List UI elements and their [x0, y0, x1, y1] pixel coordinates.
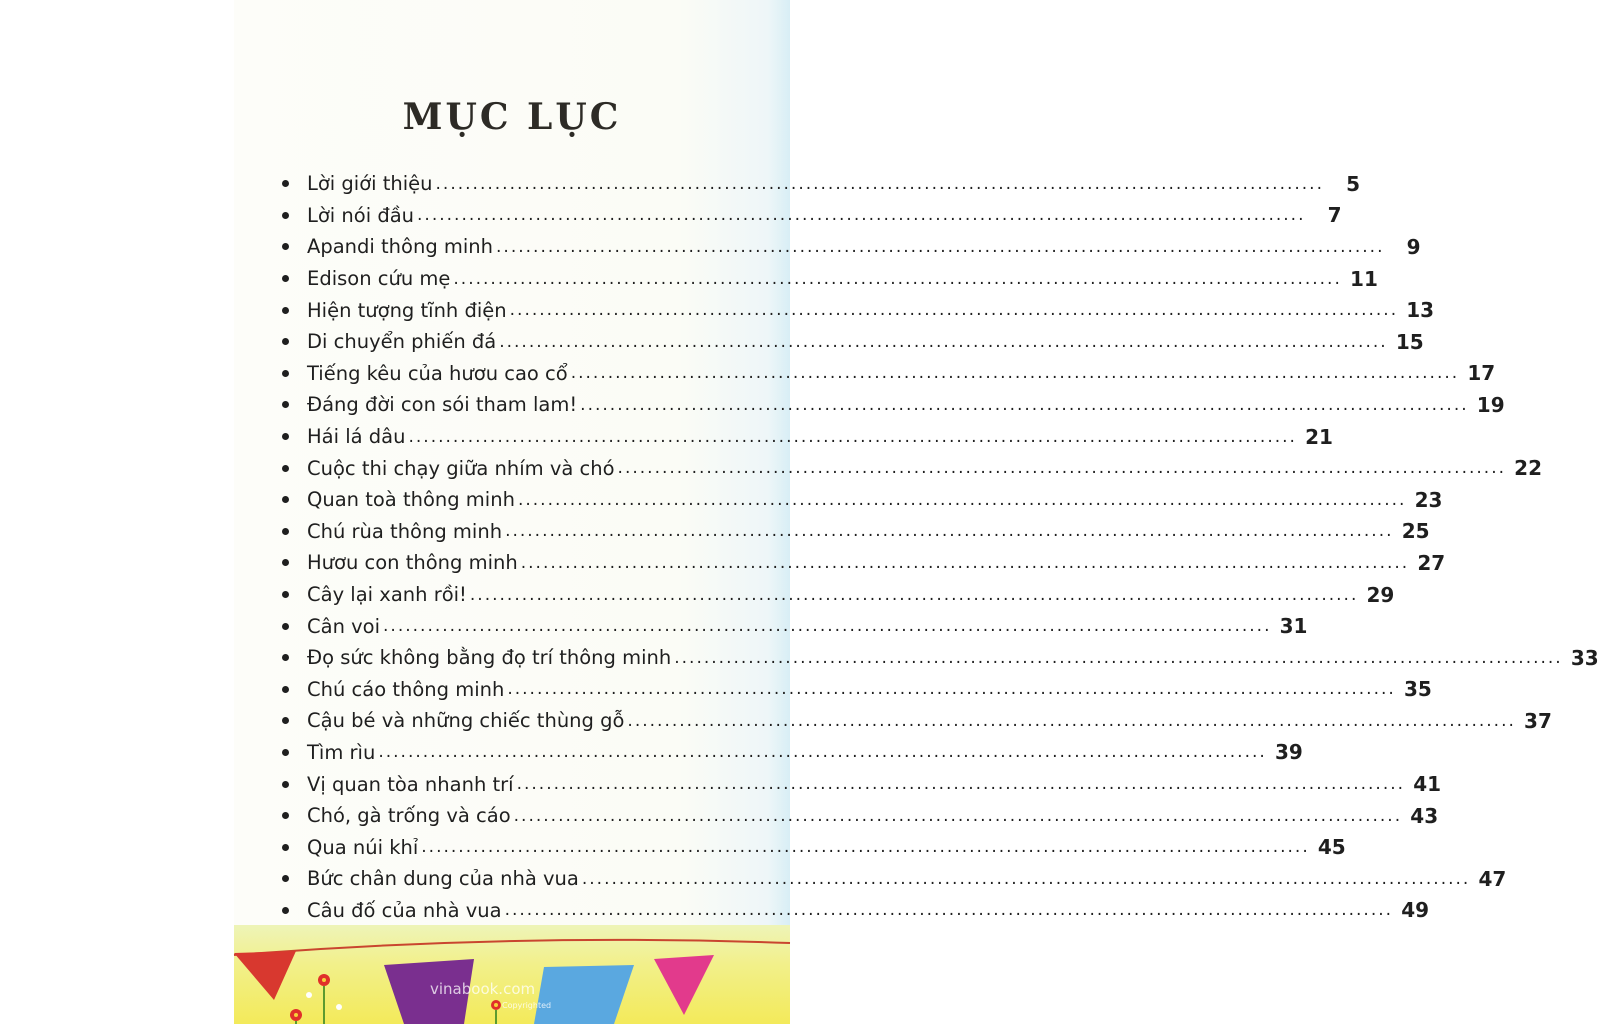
toc-entry	[282, 421, 1333, 453]
bullet-icon	[282, 465, 289, 472]
bullet-icon	[282, 844, 289, 851]
toc-entry-page: 17	[1467, 361, 1496, 386]
bullet-icon	[282, 749, 289, 756]
dot-leader: ........................................................................................................................	[421, 837, 1310, 858]
toc-entry	[282, 642, 1599, 674]
toc-entry-title: Apandi thông minh	[307, 235, 494, 259]
toc-entry-page: 5	[1346, 171, 1360, 196]
toc-entry-page: 25	[1401, 519, 1430, 544]
toc-entry-page: 23	[1414, 487, 1443, 512]
bullet-icon	[282, 559, 289, 566]
toc-entry	[282, 863, 1507, 895]
toc-entry-page: 7	[1327, 203, 1342, 228]
toc-entry-page: 39	[1274, 740, 1303, 765]
flag-red	[234, 951, 296, 1000]
bullet-icon	[282, 717, 289, 724]
bullet-icon	[282, 812, 289, 819]
toc-entry	[282, 231, 1421, 263]
toc-entry	[282, 800, 1439, 832]
toc-entry-title: Cân voi	[307, 614, 381, 638]
bullet-icon	[282, 433, 289, 440]
toc-entry-title: Chó, gà trống và cáo	[307, 804, 511, 828]
dot-leader: ........................................................................................................................	[505, 521, 1394, 542]
toc-entry-page: 11	[1350, 266, 1378, 291]
dot-leader: ........................................................................................................................	[417, 205, 1306, 226]
toc-entry-title: Hiện tượng tĩnh điện	[307, 298, 507, 322]
toc-entry-title: Tìm rìu	[307, 740, 376, 764]
page-title: MỤC LỤC	[402, 96, 622, 138]
toc-entry	[282, 516, 1430, 548]
toc-entry-title: Hươu con thông minh	[307, 551, 518, 575]
dot-leader: ........................................................................................................................	[469, 584, 1359, 605]
dot-leader: ........................................................................................................................	[674, 647, 1563, 668]
dot-leader: ........................................................................................................................	[580, 394, 1469, 415]
toc-entry-title: Đọ sức không bằng đọ trí thông minh	[307, 646, 672, 670]
dot-leader: ........................................................................................................................	[383, 616, 1272, 637]
toc-entry-title: Tiếng kêu của hươu cao cổ	[307, 361, 568, 385]
dot-leader: ........................................................................................................................	[453, 268, 1342, 289]
toc-entry-title: Cây lại xanh rồi!	[307, 583, 467, 607]
toc-entry	[282, 610, 1308, 642]
toc-entry-title: Cậu bé và những chiếc thùng gỗ	[307, 709, 625, 733]
toc-entry-page: 45	[1317, 835, 1346, 860]
toc-entry	[282, 547, 1446, 579]
flag-pink	[654, 955, 714, 1015]
dot-leader: ........................................................................................................................	[581, 868, 1471, 889]
toc-entry	[282, 326, 1424, 358]
dot-leader: ........................................................................................................................	[617, 458, 1507, 479]
flag-blue	[534, 965, 634, 1024]
bullet-icon	[282, 243, 289, 250]
dot-leader: ........................................................................................................................	[516, 774, 1406, 795]
toc-entry-title: Câu đố của nhà vua	[307, 898, 502, 922]
footer-illustration	[234, 925, 790, 1024]
table-of-contents	[282, 168, 1599, 926]
toc-entry	[282, 200, 1342, 232]
toc-entry	[282, 705, 1552, 737]
toc-entry-title: Bức chân dung của nhà vua	[307, 867, 579, 891]
bullet-icon	[282, 654, 289, 661]
bullet-icon	[282, 907, 289, 914]
bullet-icon	[282, 307, 289, 314]
toc-entry-title: Qua núi khỉ	[307, 835, 419, 859]
toc-entry-title: Di chuyển phiến đá	[307, 330, 497, 354]
toc-entry	[282, 895, 1430, 927]
toc-entry-page: 33	[1570, 645, 1599, 670]
bullet-icon	[282, 212, 289, 219]
bullet-icon	[282, 180, 289, 187]
dot-leader: ........................................................................................................................	[378, 742, 1267, 763]
toc-entry-title: Đáng đời con sói tham lam!	[307, 393, 578, 417]
toc-entry-page: 47	[1478, 866, 1507, 891]
toc-entry	[282, 168, 1360, 200]
toc-entry-page: 27	[1417, 550, 1446, 575]
dot-leader: ........................................................................................................................	[496, 236, 1385, 257]
bullet-icon	[282, 686, 289, 693]
toc-entry	[282, 389, 1505, 421]
toc-entry-page: 9	[1406, 234, 1421, 259]
toc-entry-title: Vị quan tòa nhanh trí	[307, 772, 514, 796]
toc-entry-page: 49	[1401, 898, 1430, 923]
dot-leader: ........................................................................................................................	[499, 331, 1388, 352]
toc-entry-title: Cuộc thi chạy giữa nhím và chó	[307, 456, 615, 480]
dot-leader: ........................................................................................................................	[408, 426, 1297, 447]
bullet-icon	[282, 496, 289, 503]
toc-entry-title: Quan toà thông minh	[307, 488, 515, 512]
toc-entry-page: 41	[1413, 772, 1442, 797]
toc-entry	[282, 484, 1443, 516]
bullet-icon	[282, 338, 289, 345]
toc-entry	[282, 831, 1346, 863]
bullet-icon	[282, 623, 289, 630]
toc-entry-page: 43	[1410, 803, 1439, 828]
toc-entry-page: 22	[1514, 456, 1543, 481]
dot-leader: ........................................................................................................................	[570, 363, 1460, 384]
toc-entry-title: Chú rùa thông minh	[307, 519, 503, 543]
bullet-icon	[282, 781, 289, 788]
watermark: vinabook.com	[430, 980, 536, 998]
toc-entry	[282, 294, 1435, 326]
bullet-icon	[282, 401, 289, 408]
dot-leader: ........................................................................................................................	[520, 552, 1410, 573]
dot-leader: ........................................................................................................................	[517, 489, 1407, 510]
toc-entry-title: Chú cáo thông minh	[307, 677, 505, 701]
dot-leader: ........................................................................................................................	[435, 173, 1324, 194]
dot-leader: ........................................................................................................................	[507, 679, 1396, 700]
toc-entry	[282, 674, 1432, 706]
toc-entry	[282, 768, 1442, 800]
dot-leader: ........................................................................................................................	[509, 300, 1399, 321]
bullet-icon	[282, 275, 289, 282]
dot-leader: ........................................................................................................................	[513, 805, 1403, 826]
toc-entry	[282, 579, 1395, 611]
toc-entry	[282, 263, 1378, 295]
watermark-copyright: Copyrighted	[502, 1001, 552, 1010]
toc-entry-title: Edison cứu mẹ	[307, 267, 451, 291]
toc-entry-page: 21	[1305, 424, 1333, 449]
toc-entry-title: Lời giới thiệu	[307, 172, 433, 196]
toc-entry-page: 35	[1403, 677, 1432, 702]
toc-entry	[282, 452, 1543, 484]
toc-entry-title: Hái lá dâu	[307, 425, 406, 449]
toc-entry-page: 29	[1366, 582, 1395, 607]
toc-entry-page: 31	[1279, 614, 1308, 639]
bullet-icon	[282, 528, 289, 535]
toc-entry-page: 15	[1395, 329, 1424, 354]
toc-entry-page: 13	[1406, 298, 1435, 323]
toc-entry-title: Lời nói đầu	[307, 203, 415, 227]
bullet-icon	[282, 370, 289, 377]
bullet-icon	[282, 875, 289, 882]
dot-leader: ........................................................................................................................	[627, 710, 1516, 731]
book-page	[234, 0, 1599, 1024]
toc-entry-page: 19	[1476, 392, 1505, 417]
dot-leader: ........................................................................................................................	[504, 900, 1394, 921]
bullet-icon	[282, 591, 289, 598]
toc-entry	[282, 737, 1303, 769]
toc-entry	[282, 358, 1496, 390]
toc-entry-page: 37	[1524, 708, 1552, 733]
